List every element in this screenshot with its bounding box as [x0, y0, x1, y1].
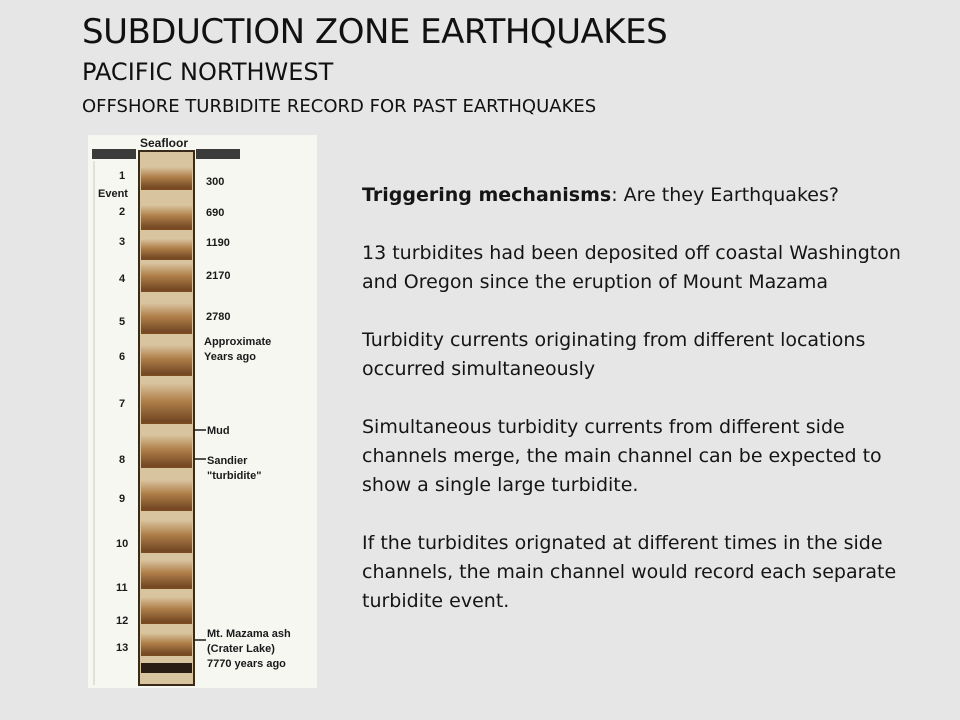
- turbidite-band: [141, 345, 192, 375]
- turbidite-band: [141, 597, 192, 623]
- event-number: 5: [119, 316, 126, 328]
- slide-title: SUBDUCTION ZONE EARTHQUAKES: [82, 12, 668, 52]
- years-ago-value: 2780: [206, 311, 231, 323]
- body-text: [362, 181, 922, 616]
- ash-label-line1: Mt. Mazama ash: [207, 628, 291, 640]
- event-number: 4: [119, 273, 126, 285]
- years-caption-line1: Approximate: [204, 336, 272, 348]
- lead-paragraph: [362, 181, 922, 210]
- event-number: 7: [119, 398, 126, 410]
- years-ago-value: 300: [206, 176, 225, 188]
- paragraph-3: Simultaneous turbidity currents from different side channels merge, the main channel can be expected to show a single large turbidite.: [362, 416, 882, 496]
- turbidite-band: [141, 303, 192, 333]
- turbidite-band: [141, 560, 192, 588]
- event-label: Event: [98, 188, 128, 200]
- years-ago-value: 1190: [206, 237, 230, 249]
- turbidite-band: [141, 205, 192, 229]
- years-ago-value: 2170: [206, 270, 231, 282]
- lead-bold: Triggering mechanisms: [362, 184, 612, 206]
- seafloor-marker-left: [92, 149, 136, 159]
- years-ago-value: 690: [206, 207, 225, 219]
- paragraph-4: If the turbidites orignated at different times in the side channels, the main channel would record each separate turbidite event.: [362, 532, 897, 612]
- event-number: 11: [116, 582, 128, 594]
- paragraph-2: Turbidity currents originating from different locations occurred simultaneously: [362, 329, 866, 380]
- event-number: 3: [119, 236, 126, 248]
- sandier-label-line1: Sandier: [207, 455, 248, 467]
- ash-label-line3: 7770 years ago: [207, 658, 286, 670]
- event-number: 6: [119, 351, 126, 363]
- turbidite-band: [141, 263, 192, 291]
- slide-subtitle: PACIFIC NORTHWEST: [82, 58, 334, 86]
- sandier-label-line2: "turbidite": [207, 470, 262, 482]
- ash-label-line2: (Crater Lake): [207, 643, 275, 655]
- turbidite-band: [141, 480, 192, 510]
- event-number: 8: [119, 454, 126, 466]
- slide-caption: OFFSHORE TURBIDITE RECORD FOR PAST EARTHQUAKES: [82, 96, 597, 117]
- years-caption-line2: Years ago: [204, 351, 256, 363]
- event-number: 1: [119, 170, 126, 182]
- event-number: 2: [119, 206, 126, 218]
- lead-rest: : Are they Earthquakes?: [611, 184, 839, 206]
- event-number: 13: [116, 642, 129, 654]
- turbidite-band: [141, 633, 192, 655]
- event-number: 10: [116, 538, 129, 550]
- event-number: 9: [119, 493, 126, 505]
- turbidite-band: [141, 167, 192, 189]
- seafloor-label: Seafloor: [140, 136, 189, 150]
- event-number: 12: [116, 615, 129, 627]
- mazama-ash-layer: [141, 663, 192, 673]
- mud-label: Mud: [207, 425, 230, 437]
- turbidite-core-figure: [88, 135, 317, 688]
- turbidite-band: [141, 383, 192, 423]
- turbidite-band: [141, 520, 192, 552]
- turbidite-band: [141, 435, 192, 467]
- seafloor-marker-right: [196, 149, 240, 159]
- turbidite-band: [141, 239, 192, 259]
- paragraph-1: 13 turbidites had been deposited off coastal Washington and Oregon since the eruption of Mount Mazama: [362, 242, 901, 293]
